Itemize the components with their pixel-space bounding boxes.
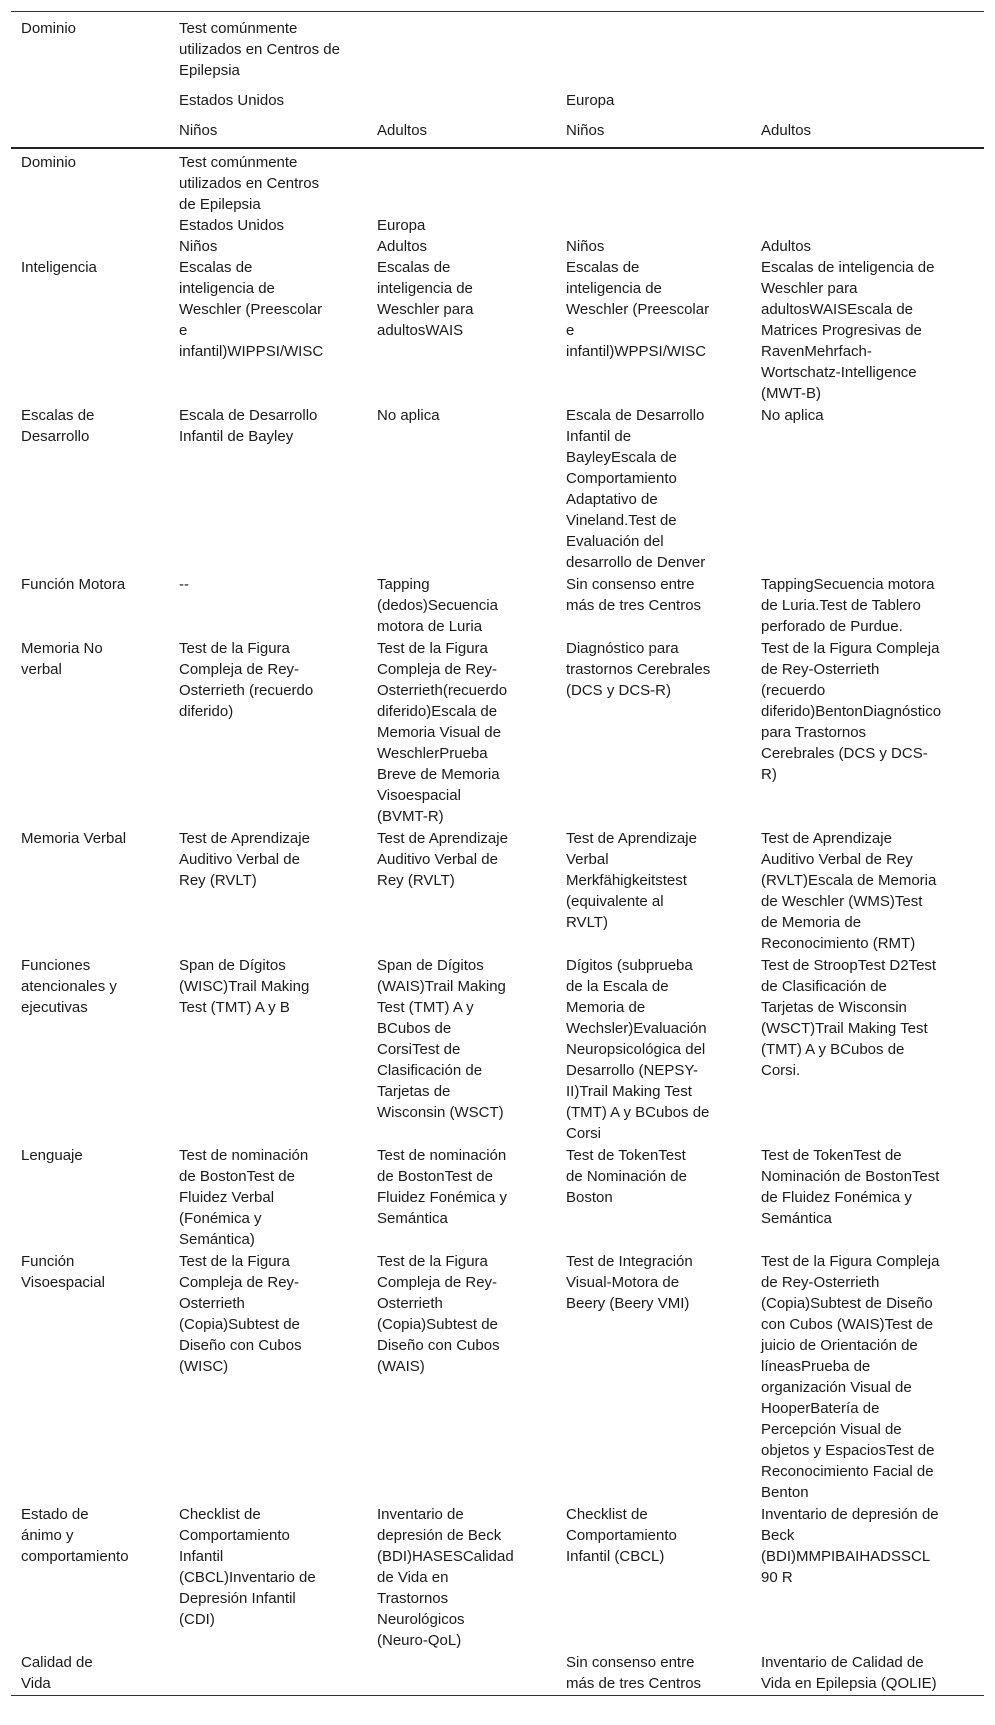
table-header <box>11 12 984 149</box>
header-eu-adultos: Adultos <box>751 116 984 148</box>
cell-eu-ninos: Dígitos (subprueba de la Escala de Memoria de Wechsler)Evaluación Neuropsicológica del Desarrollo (NEPSY- II)Trail Making Test (TMT) A y BCubos de Corsi <box>566 957 710 1142</box>
cell-eu-adultos: TappingSecuencia motora de Luria.Test de Tablero perforado de Purdue. <box>761 576 935 635</box>
cell-eu-ninos: Test de TokenTest de Nominación de Boston <box>566 1147 687 1206</box>
repeat-header-tests-label: Test comúnmente utilizados en Centros de Epilepsia <box>179 154 320 213</box>
row-domain: Funciones atencionales y ejecutivas <box>21 957 117 1016</box>
table-row <box>11 1251 984 1504</box>
cell-eu-ninos: Sin consenso entre más de tres Centros <box>566 576 702 614</box>
table-row <box>11 638 984 828</box>
repeat-header-eu-ninos: Niños <box>566 238 605 255</box>
cell-us-ninos: Test de la Figura Compleja de Rey- Osterrieth (recuerdo diferido) <box>179 640 314 720</box>
header-us-adultos: Adultos <box>367 116 556 148</box>
cell-us-adultos: Inventario de depresión de Beck (BDI)HASESCalidad de Vida en Trastornos Neurológicos (Neuro-QoL) <box>377 1506 514 1649</box>
neuropsych-tests-table <box>11 11 984 1696</box>
cell-us-adultos: Tapping (dedos)Secuencia motora de Luria <box>377 576 498 635</box>
cell-us-adultos: Test de nominación de BostonTest de Fluidez Fonémica y Semántica <box>377 1147 508 1227</box>
header-region-us: Estados Unidos <box>179 92 285 109</box>
header-region-eu: Europa <box>566 92 615 109</box>
row-domain: Lenguaje <box>21 1147 83 1164</box>
row-domain: Función Visoespacial <box>21 1253 105 1291</box>
cell-eu-ninos: Test de Aprendizaje Verbal Merkfähigkeitstest (equivalente al RVLT) <box>566 830 697 931</box>
cell-us-ninos: Span de Dígitos (WISC)Trail Making Test (TMT) A y B <box>179 957 310 1016</box>
header-domain: Dominio <box>11 12 169 87</box>
cell-us-ninos <box>169 1652 367 1696</box>
repeat-header-domain: Dominio <box>21 154 77 171</box>
row-domain: Memoria Verbal <box>21 830 127 847</box>
header-tests-label: Test comúnmente utilizados en Centros de Epilepsia <box>169 12 367 87</box>
table-row <box>11 1504 984 1652</box>
repeat-header-region-eu: Europa <box>377 217 426 234</box>
table-row <box>11 405 984 574</box>
cell-us-adultos: Span de Dígitos (WAIS)Trail Making Test (TMT) A y BCubos de CorsiTest de Clasificación de Tarjetas de Wisconsin (WSCT) <box>377 957 506 1121</box>
cell-eu-ninos: Test de Integración Visual-Motora de Beery (Beery VMI) <box>566 1253 693 1312</box>
repeat-header-us-ninos: Niños <box>179 238 218 255</box>
table-container <box>11 11 984 1696</box>
row-domain: Memoria No verbal <box>21 640 103 678</box>
table-body <box>11 148 984 1696</box>
cell-eu-ninos: Escalas de inteligencia de Weschler (Preescolar e infantil)WPPSI/WISC <box>566 259 710 360</box>
header-us-ninos: Niños <box>169 116 367 148</box>
cell-us-ninos: Escala de Desarrollo Infantil de Bayley <box>179 407 318 445</box>
cell-eu-ninos: Diagnóstico para trastornos Cerebrales (DCS y DCS-R) <box>566 640 711 699</box>
cell-eu-ninos: Sin consenso entre más de tres Centros <box>556 1652 751 1696</box>
table-row <box>11 828 984 955</box>
row-domain: Calidad de Vida <box>11 1652 169 1696</box>
cell-eu-adultos: No aplica <box>761 407 824 424</box>
cell-us-ninos: Escalas de inteligencia de Weschler (Preescolar e infantil)WIPPSI/WISC <box>179 259 324 360</box>
row-domain: Inteligencia <box>21 259 97 276</box>
cell-eu-adultos: Inventario de depresión de Beck (BDI)MMPIBAIHADSSCL 90 R <box>761 1506 939 1586</box>
cell-us-ninos: Test de nominación de BostonTest de Fluidez Verbal (Fonémica y Semántica) <box>179 1147 309 1248</box>
cell-us-ninos: Checklist de Comportamiento Infantil (CBCL)Inventario de Depresión Infantil (CDI) <box>179 1506 316 1628</box>
cell-us-ninos: -- <box>179 576 189 593</box>
table-row <box>11 1652 984 1696</box>
cell-us-adultos: No aplica <box>377 407 440 424</box>
cell-us-adultos: Escalas de inteligencia de Weschler para adultosWAIS <box>377 259 474 339</box>
cell-eu-adultos: Escalas de inteligencia de Weschler para adultosWAISEscala de Matrices Progresivas de RavenMehrfach- Wortschatz-Intelligence (MWT-B) <box>761 259 935 402</box>
repeat-header-us-adultos: Adultos <box>377 238 428 255</box>
row-domain: Escalas de Desarrollo <box>21 407 95 445</box>
row-domain: Estado de ánimo y comportamiento <box>21 1506 129 1565</box>
cell-eu-adultos: Test de StroopTest D2Test de Clasificación de Tarjetas de Wisconsin (WSCT)Trail Making Test (TMT) A y BCubos de Corsi. <box>761 957 937 1079</box>
cell-eu-adultos: Test de la Figura Compleja de Rey-Osterrieth (recuerdo diferido)BentonDiagnóstico para Trastornos Cerebrales (DCS y DCS- R) <box>761 640 942 783</box>
cell-us-adultos: Test de la Figura Compleja de Rey- Osterrieth (Copia)Subtest de Diseño con Cubos (WAIS) <box>377 1253 500 1375</box>
header-eu-ninos: Niños <box>556 116 751 148</box>
cell-us-adultos <box>367 1652 556 1696</box>
cell-us-adultos: Test de la Figura Compleja de Rey- Osterrieth(recuerdo diferido)Escala de Memoria Visual de WeschlerPrueba Breve de Memoria Visoespacial (BVMT-R) <box>377 640 508 825</box>
row-domain: Función Motora <box>21 576 126 593</box>
cell-us-ninos: Test de Aprendizaje Auditivo Verbal de Rey (RVLT) <box>179 830 310 889</box>
table-row <box>11 955 984 1145</box>
table-row <box>11 1145 984 1251</box>
repeat-header-eu-adultos: Adultos <box>761 238 812 255</box>
cell-eu-adultos: Inventario de Calidad de Vida en Epilepsia (QOLIE) <box>751 1652 984 1696</box>
cell-eu-adultos: Test de Aprendizaje Auditivo Verbal de Rey (RVLT)Escala de Memoria de Weschler (WMS)Test de Memoria de Reconocimiento (RMT) <box>761 830 937 952</box>
repeat-header-region-us: Estados Unidos <box>179 217 285 234</box>
table-row <box>11 574 984 638</box>
cell-eu-adultos: Test de la Figura Compleja de Rey-Osterrieth (Copia)Subtest de Diseño con Cubos (WAIS)Test de juicio de Orientación de líneasPrueba de organización Visual de HooperBatería de Percepción Visual de objetos y EspaciosTest de Reconocimiento Facial de Benton <box>761 1253 940 1501</box>
cell-eu-ninos: Checklist de Comportamiento Infantil (CBCL) <box>566 1506 677 1565</box>
cell-us-ninos: Test de la Figura Compleja de Rey- Osterrieth (Copia)Subtest de Diseño con Cubos (WISC) <box>179 1253 302 1375</box>
cell-eu-adultos: Test de TokenTest de Nominación de BostonTest de Fluidez Fonémica y Semántica <box>761 1147 940 1227</box>
table-row <box>11 257 984 405</box>
cell-us-adultos: Test de Aprendizaje Auditivo Verbal de Rey (RVLT) <box>377 830 508 889</box>
cell-eu-ninos: Escala de Desarrollo Infantil de BayleyEscala de Comportamiento Adaptativo de Vineland.Test de Evaluación del desarrollo de Denver <box>566 407 706 571</box>
